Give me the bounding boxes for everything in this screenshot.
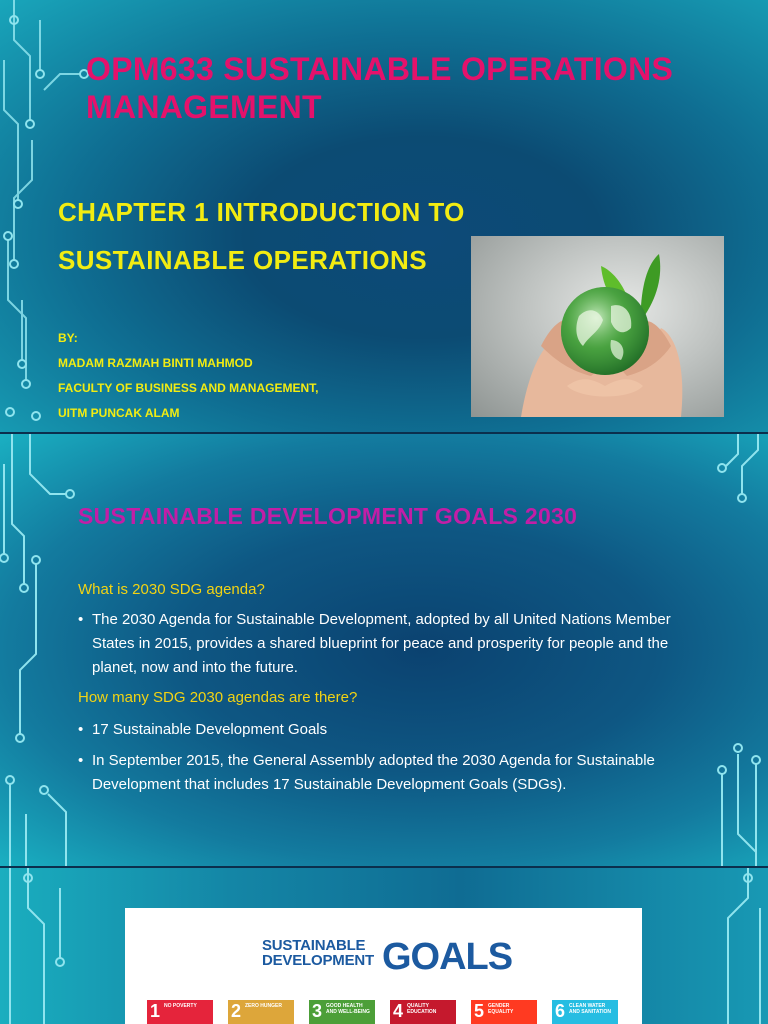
sdg-tile-1 [147,1000,213,1024]
author-name: MADAM RAZMAH BINTI MAHMOD [58,356,253,370]
question-what-is-sdg: What is 2030 SDG agenda? [78,581,265,598]
author-block [58,326,318,426]
tile-number: 3 [312,1001,323,1021]
tile-number: 4 [393,1001,404,1021]
circuit-decoration-left [0,434,80,866]
sdg-tile-6 [552,1000,618,1024]
campus-name: UITM PUNCAK ALAM [58,406,180,420]
faculty-name: FACULTY OF BUSINESS AND MANAGEMENT, [58,381,319,395]
course-title: OPM633 SUSTAINABLE OPERATIONS MANAGEMENT [86,51,674,125]
tile-number: 5 [474,1001,485,1021]
bullet-text: 17 Sustainable Development Goals [92,721,328,738]
bullet-17-goals [78,718,698,742]
tile-label: GOOD HEALTH AND WELL-BEING [326,1003,370,1015]
tile-number: 6 [555,1001,566,1021]
goals-wordmark: GOALS [382,936,513,978]
sdg-tile-2 [228,1000,294,1024]
bullet-dot: • [78,721,84,738]
bullet-text: The 2030 Agenda for Sustainable Development, adopted by all United Nations Member States in 2015, provides a shared blueprint for peace and prosperity for people and the planet, now and into the future. [92,611,671,676]
circuit-decoration-left [0,868,70,1024]
circuit-decoration-right [698,868,768,1024]
slide-title [0,0,768,432]
chapter-title: CHAPTER 1 INTRODUCTION TO SUSTAINABLE OPERATIONS [58,197,465,275]
bullet-agenda-definition [78,608,698,680]
bullet-dot: • [78,611,84,628]
sdg-poster-heading [262,938,382,968]
sdg-tile-3 [309,1000,375,1024]
sdg-slide-title: SUSTAINABLE DEVELOPMENT GOALS 2030 [78,503,578,529]
tile-label: GENDER EQUALITY [488,1003,514,1015]
sdg-tile-5 [471,1000,537,1024]
bullet-text: In September 2015, the General Assembly adopted the 2030 Agenda for Sustainable Development that includes 17 Sustainable Development Goals (SDGs). [92,752,655,793]
by-label: BY: [58,331,78,345]
bullet-dot: • [78,752,84,769]
heading-line-2: DEVELOPMENT [262,952,374,969]
tile-label: CLEAN WATER AND SANITATION [569,1003,612,1015]
tile-label: NO POVERTY [164,1003,197,1009]
sdg-poster [125,908,642,1024]
tile-number: 2 [231,1001,242,1021]
bullet-general-assembly [78,749,698,797]
tile-label: ZERO HUNGER [245,1003,282,1009]
heading-line-1: SUSTAINABLE [262,937,366,954]
question-how-many: How many SDG 2030 agendas are there? [78,689,358,706]
globe-in-hands-image [471,236,724,417]
circuit-decoration-right [698,434,768,866]
sdg-tile-4 [390,1000,456,1024]
tile-label: QUALITY EDUCATION [407,1003,437,1015]
tile-number: 1 [150,1001,161,1021]
